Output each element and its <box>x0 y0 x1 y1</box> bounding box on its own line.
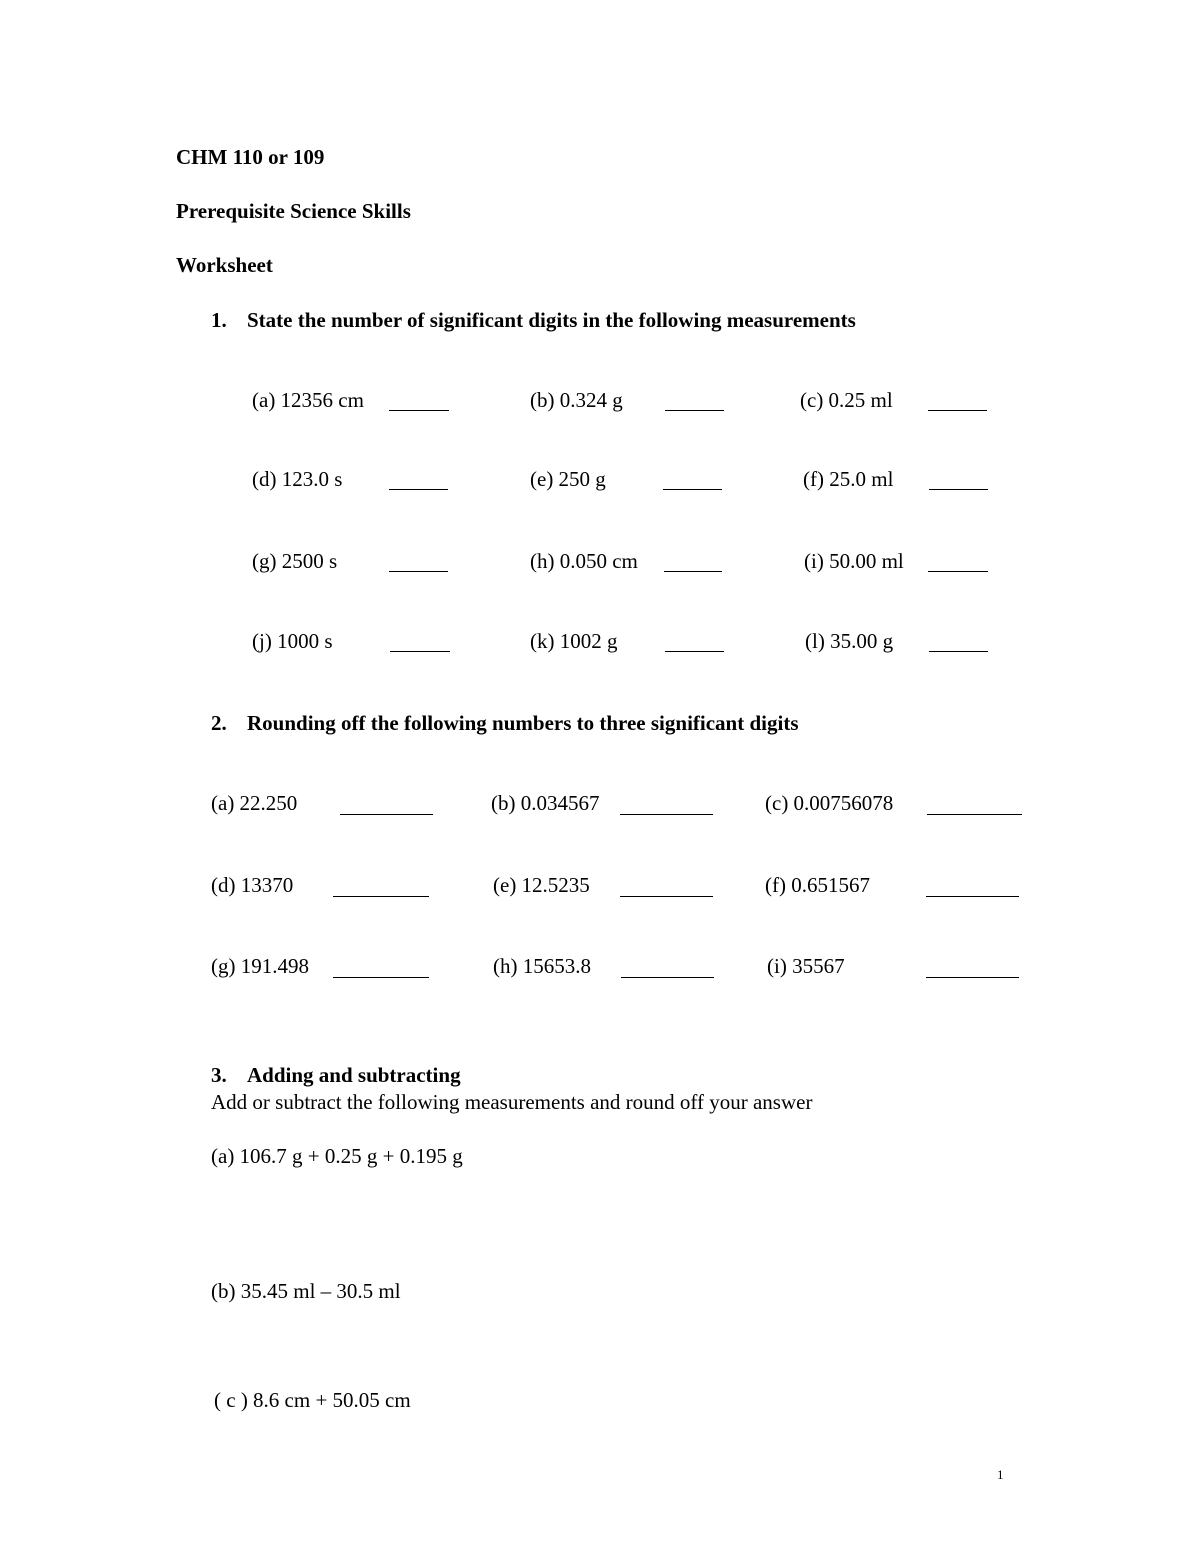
answer-blank[interactable] <box>390 651 450 652</box>
worksheet-title: Prerequisite Science Skills <box>176 199 411 223</box>
q1-item: (e) 250 g <box>530 467 606 491</box>
answer-blank[interactable] <box>928 571 988 572</box>
q2-number: 2. <box>211 711 227 735</box>
q3-item: (a) 106.7 g + 0.25 g + 0.195 g <box>211 1144 463 1168</box>
answer-blank[interactable] <box>926 977 1019 978</box>
answer-blank[interactable] <box>389 489 448 490</box>
answer-blank[interactable] <box>663 489 722 490</box>
q2-item: (a) 22.250 <box>211 791 298 815</box>
answer-blank[interactable] <box>928 410 987 411</box>
q1-number: 1. <box>211 308 227 332</box>
q1-item: (b) 0.324 g <box>530 388 623 412</box>
q1-item: (l) 35.00 g <box>805 629 894 653</box>
q2-item: (d) 13370 <box>211 873 294 897</box>
answer-blank[interactable] <box>620 814 713 815</box>
q1-item: (g) 2500 s <box>252 549 338 573</box>
q1-item: (f) 25.0 ml <box>803 467 894 491</box>
page-number: 1 <box>997 1467 1004 1482</box>
q2-item: (b) 0.034567 <box>491 791 600 815</box>
answer-blank[interactable] <box>665 651 724 652</box>
answer-blank[interactable] <box>664 571 722 572</box>
answer-blank[interactable] <box>926 896 1019 897</box>
document-type: Worksheet <box>176 253 273 277</box>
course-code: CHM 110 or 109 <box>176 145 325 169</box>
q3-heading: Adding and subtracting <box>247 1063 461 1087</box>
q1-item: (k) 1002 g <box>530 629 618 653</box>
answer-blank[interactable] <box>389 571 448 572</box>
q2-item: (c) 0.00756078 <box>765 791 894 815</box>
answer-blank[interactable] <box>665 410 724 411</box>
q2-heading: Rounding off the following numbers to three significant digits <box>247 711 799 735</box>
q3-instruction: Add or subtract the following measurements and round off your answer <box>211 1090 813 1114</box>
q2-item: (g) 191.498 <box>211 954 309 978</box>
q1-heading: State the number of significant digits in the following measurements <box>247 308 856 332</box>
q3-number: 3. <box>211 1063 227 1087</box>
answer-blank[interactable] <box>389 410 449 411</box>
q2-item: (f) 0.651567 <box>765 873 870 897</box>
answer-blank[interactable] <box>620 896 713 897</box>
q3-item: (b) 35.45 ml – 30.5 ml <box>211 1279 401 1303</box>
q3-item: ( c ) 8.6 cm + 50.05 cm <box>214 1388 411 1412</box>
q1-item: (a) 12356 cm <box>252 388 364 412</box>
answer-blank[interactable] <box>621 977 714 978</box>
answer-blank[interactable] <box>340 814 433 815</box>
answer-blank[interactable] <box>929 651 988 652</box>
answer-blank[interactable] <box>927 814 1022 815</box>
q1-item: (j) 1000 s <box>252 629 333 653</box>
q1-item: (c) 0.25 ml <box>800 388 893 412</box>
q1-item: (d) 123.0 s <box>252 467 343 491</box>
q2-item: (h) 15653.8 <box>493 954 591 978</box>
answer-blank[interactable] <box>333 977 429 978</box>
q1-item: (h) 0.050 cm <box>530 549 638 573</box>
q1-item: (i) 50.00 ml <box>804 549 904 573</box>
q2-item: (i) 35567 <box>767 954 845 978</box>
answer-blank[interactable] <box>333 896 429 897</box>
answer-blank[interactable] <box>929 489 988 490</box>
q2-item: (e) 12.5235 <box>493 873 590 897</box>
